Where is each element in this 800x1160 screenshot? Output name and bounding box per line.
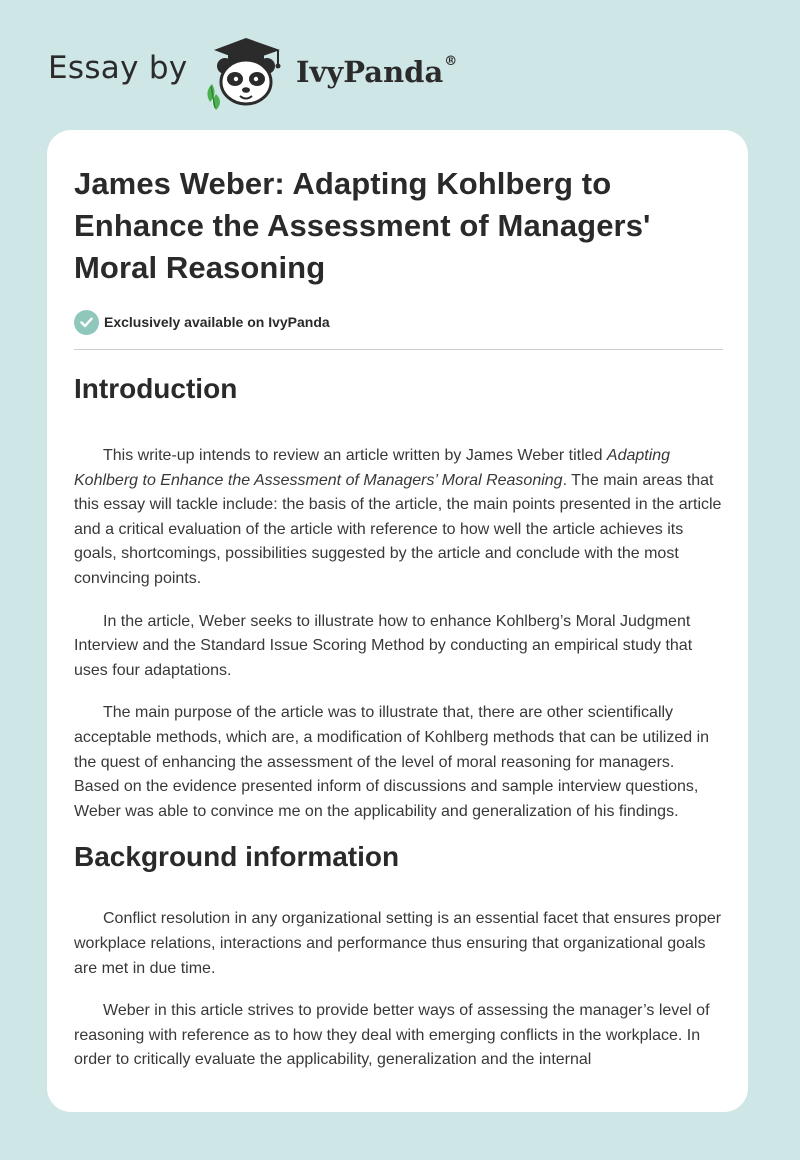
intro-paragraph-2: In the article, Weber seeks to illustrate how to enhance Kohlberg’s Moral Judgment Interview and the Standard Issue Scoring Method by conducting an empirical study that uses four adaptations. <box>74 612 693 679</box>
article-content <box>74 130 723 1073</box>
intro-paragraph-1-before: This write-up intends to review an article written by James Weber titled <box>103 447 607 464</box>
page-title: James Weber: Adapting Kohlberg to Enhance the Assessment of Managers' Moral Reasoning <box>74 166 651 285</box>
registered-mark: ® <box>444 54 458 70</box>
brand-name[interactable] <box>296 55 457 89</box>
essay-by-label: Essay by <box>48 50 188 86</box>
intro-paragraph-3: The main purpose of the article was to illustrate that, there are other scientifically acceptable methods, which are, a modification of Kohlberg methods that can be utilized in the quest of enhancing the assessment of the level of moral reasoning for managers. Based on the evidence presented inform of discussions and sample interview questions, Weber was able to convince me on the applicability and generalization of his findings. <box>74 704 710 820</box>
article-title-italic: Adapting Kohlberg to Enhance the Assessment of Managers’ Moral Reasoning <box>74 447 671 489</box>
intro-paragraph-1 <box>74 444 723 592</box>
background-paragraph-2: Weber in this article strives to provide better ways of assessing the manager’s level of reasoning with reference as to how they deal with emerging conflicts in the workplace. In order to critically evaluate the applicability, generalization and the internal <box>74 1002 710 1069</box>
divider <box>74 349 723 350</box>
brand-name-text: IvyPanda <box>296 55 444 89</box>
check-circle-icon <box>74 310 99 335</box>
panda-graduate-logo-icon[interactable] <box>200 36 292 110</box>
exclusive-badge-text: Exclusively available on IvyPanda <box>104 314 330 330</box>
section-heading-background: Background information <box>74 841 400 873</box>
exclusive-badge <box>74 309 723 335</box>
site-header <box>0 0 800 130</box>
section-heading-introduction: Introduction <box>74 373 238 404</box>
article-card <box>47 130 748 1112</box>
background-paragraph-1: Conflict resolution in any organizational setting is an essential facet that ensures proper workplace relations, interactions and performance thus ensuring that organizational goals are met in due time. <box>74 910 722 977</box>
intro-paragraph-1-after: . The main areas that this essay will tackle include: the basis of the article, the main points presented in the article and a critical evaluation of the article with reference to how well the article achieves its goals, shortcomings, possibilities suggested by the article and conclude with the most convincing points. <box>74 471 722 587</box>
